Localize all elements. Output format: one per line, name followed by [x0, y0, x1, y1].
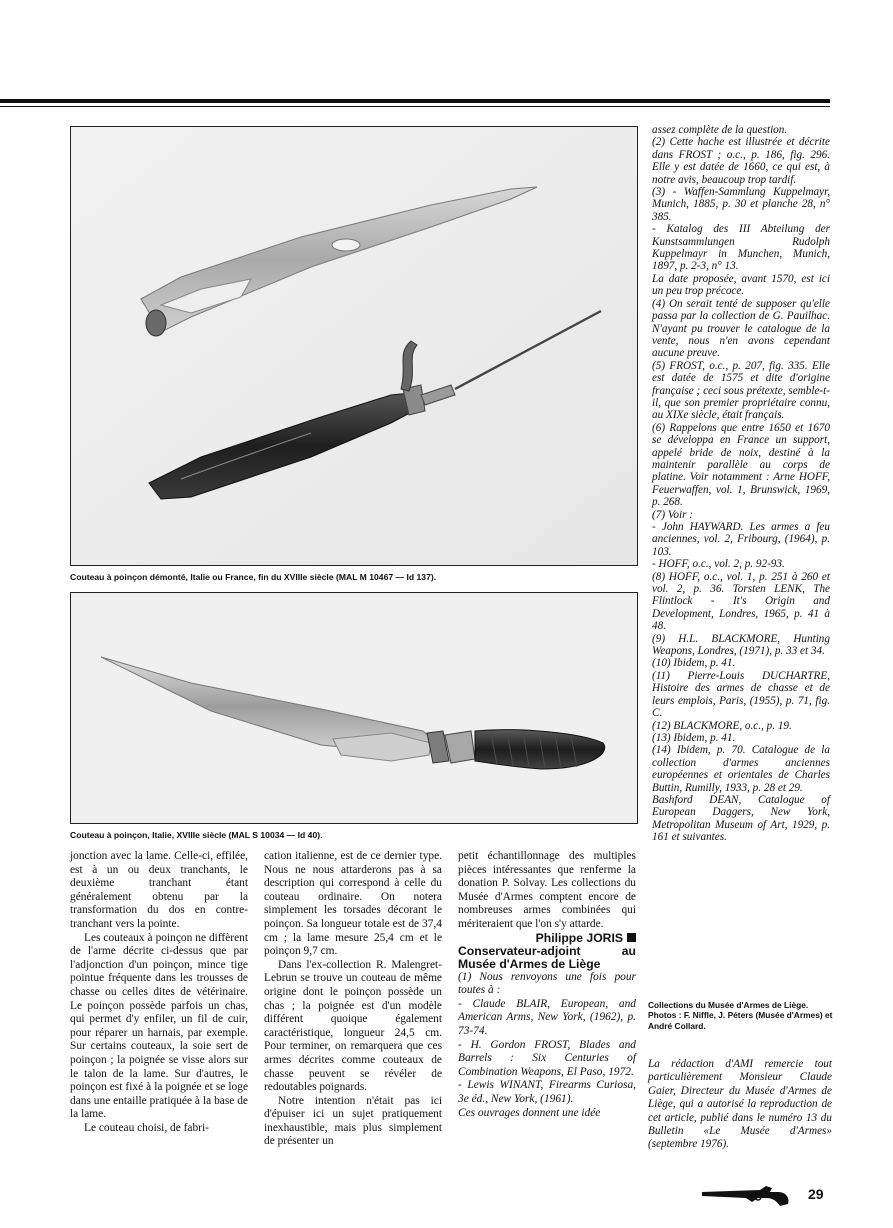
body-column-1	[70, 850, 248, 1135]
footnote: (8) HOFF, o.c., vol. 1, p. 251 à 260 et vol. 2, p. 36. Torsten LENK, The Flintlock - It's Origin and Development, Londres, 1965, p. 41 à 48.	[652, 570, 830, 633]
author-title: Conservateur-adjoint au Musée d'Armes de Liège	[458, 943, 636, 971]
footnote: (6) Rappelons que entre 1650 et 1670 se développa en France un support, appelé bride de noix, destiné à la maintenir parallèle au corps de platine. Voir notamment : Arne HOFF, Feuerwaffen, vol. 1, Brunswick, 1969, p. 268.	[652, 421, 830, 509]
header-rule	[0, 99, 830, 103]
footnote: - Lewis WINANT, Firearms Curiosa, 3e éd., New York, (1961).	[458, 1079, 636, 1105]
footnote: (11) Pierre-Louis DUCHARTRE, Histoire des armes de chasse et de leurs emplois, Paris, (1955), p. 71, fig. C.	[652, 669, 830, 720]
end-square-icon	[627, 933, 636, 942]
footnote: (1) Nous renvoyons une fois pour toutes à :	[458, 970, 636, 997]
caption-figure-1: Couteau à poinçon démonté, Italie ou France, fin du XVIIIe siècle (MAL M 10467 — Id 137).	[70, 572, 437, 582]
footnote: (7) Voir :	[652, 508, 694, 521]
footnote: (10) Ibidem, p. 41.	[652, 657, 736, 670]
paragraph: jonction avec la lame. Celle-ci, effilée, est à un ou deux tranchants, le deuxième tranchant étant généralement obtenu par la transformation du dos en contre-tranchant vers la pointe.	[70, 850, 248, 930]
paragraph: Notre intention n'était pas ici d'épuiser ici un sujet pratiquement inexhaustible, mais plus simplement de présenter un	[264, 1094, 442, 1148]
footnote: (2) Cette hache est illustrée et décrite dans FROST ; o.c., p. 186, fig. 296. Elle y est datée de 1660, ce qui est, à notre avis, beaucoup trop tardif.	[652, 136, 830, 186]
footnote: assez complète de la question.	[652, 124, 788, 136]
photo-credits	[648, 1000, 834, 1031]
editorial-thanks: La rédaction d'AMI remercie tout particulièrement Monsieur Claude Gaier, Directeur du Musée d'Armes de Liège, qui a autorisé la reproduction de cet article, publié dans le numéro 13 du Bulletin «Le Musée d'Armes» (septembre 1976).	[648, 1058, 832, 1151]
footnote: (14) Ibidem, p. 70. Catalogue de la collection d'armes anciennes européennes et orientales de Charles Buttin, Rumilly, 1933, p. 28 et 29.	[652, 744, 830, 794]
body-column-3	[458, 850, 636, 1120]
footnote: - HOFF, o.c., vol. 2, p. 92-93.	[652, 558, 785, 571]
credits-collection: Collections du Musée d'Armes de Liège.	[648, 1000, 809, 1010]
photo-knife-dismantled	[70, 126, 638, 566]
paragraph: Dans l'ex-collection R. Malengret-Lebrun se trouve un couteau de même origine dont le poinçon possède un chas ; la poignée est d'un modèle différent quoique également caractéristique, longueur 24,5 cm. Pour terminer, on remarquera que ces armes décrites comme couteaux de chasse peuvent se révéler de redoutables poignards.	[264, 958, 442, 1094]
header-rule-thin	[0, 106, 830, 107]
footnote: (5) FROST, o.c., p. 207, fig. 335. Elle est datée de 1575 et dite d'origine française ; ceci sous prétexte, semble-t-il, que son premier propriétaire connu, au XIXe siècle, était français.	[652, 359, 830, 422]
footnote: - John HAYWARD. Les armes a feu anciennes, vol. 2, Fribourg, (1964), p. 103.	[652, 521, 830, 558]
paragraph: Le couteau choisi, de fabri-	[84, 1121, 209, 1134]
paragraph: Les couteaux à poinçon ne diffèrent de l'arme décrite ci-dessus que par l'adjonction d'un poinçon, mince tige pointue fréquente dans les trousses de chasse ou celles dites de vétérinaire. Le poinçon possède parfois un chas, qui permet d'y enfiler, un fil de cuir, pour réparer un harnais, par exemple. Sur certains couteaux, la soie sert de poinçon ; la poignée se visse alors sur le talon de la lame. Sur d'autres, le poinçon est fixé à la poignée et se loge dans une entaille pratiquée à la base de la lame.	[70, 931, 248, 1121]
paragraph: cation italienne, est de ce dernier type. Nous ne nous attarderons pas à sa description qui correspond à celle du couteau ordinaire. On notera simplement les torsades décorant le poinçon. Sa longueur totale est de 37,4 cm ; la lame mesure 25,4 cm et le poinçon 9,7 cm.	[264, 850, 442, 958]
footnote: (13) Ibidem, p. 41.	[652, 731, 736, 744]
footnotes-start	[458, 971, 636, 1121]
body-column-2	[264, 850, 442, 1149]
footnote: (3) - Waffen-Sammlung Kuppelmayr, Munich, 1885, p. 30 et planche 28, n° 385.	[652, 186, 830, 223]
caption-figure-2: Couteau à poinçon, Italie, XVIIIe siècle (MAL S 10034 — Id 40).	[70, 830, 323, 840]
footnote: - Claude BLAIR, European, and American Arms, New York, (1962), p. 73-74.	[458, 997, 636, 1037]
page-number: 29	[808, 1186, 824, 1202]
paragraph: petit échantillonnage des multiples pièces intéressantes que renferme la donation P. Solvay. Les collections du Musée d'Armes comptent encore de nombreuses armes combinées qui mériteraient que l'on s'y attarde.	[458, 850, 636, 930]
author-signature	[458, 932, 636, 971]
footnote: - H. Gordon FROST, Blades and Barrels : Six Centuries of Combination Weapons, El Paso, 1972.	[458, 1038, 636, 1078]
footnotes-column	[652, 124, 830, 844]
footnote: (12) BLACKMORE, o.c., p. 19.	[652, 719, 792, 732]
footnote: Bashford DEAN, Catalogue of European Daggers, New York, Metropolitan Museum of Art, 1929, p. 161 et suivantes.	[652, 793, 830, 844]
footnote: La date proposée, avant 1570, est ici un peu trop précoce.	[652, 272, 830, 298]
photo-awl-knife	[70, 592, 638, 824]
footnote: Ces ouvrages donnent une idée	[458, 1106, 601, 1119]
footnote: (4) On serait tenté de supposer qu'elle passa par la collection de G. Pauilhac. N'ayant pu trouver le catalogue de la vente, nous n'en avons cependant aucune preuve.	[652, 297, 830, 360]
pistol-icon	[700, 1180, 792, 1208]
credits-photographers: Photos : F. Niffle, J. Péters (Musée d'Armes) et André Collard.	[648, 1010, 833, 1031]
footnote: (9) H.L. BLACKMORE, Hunting Weapons, Londres, (1971), p. 33 et 34.	[652, 632, 830, 658]
author-name: Philippe JORIS	[535, 930, 623, 945]
footnote: - Katalog des III Abteilung der Kunstsammlungen Rudolph Kuppelmayr in Munchen, Munich, 1897, p. 2-3, n° 13.	[652, 223, 830, 273]
